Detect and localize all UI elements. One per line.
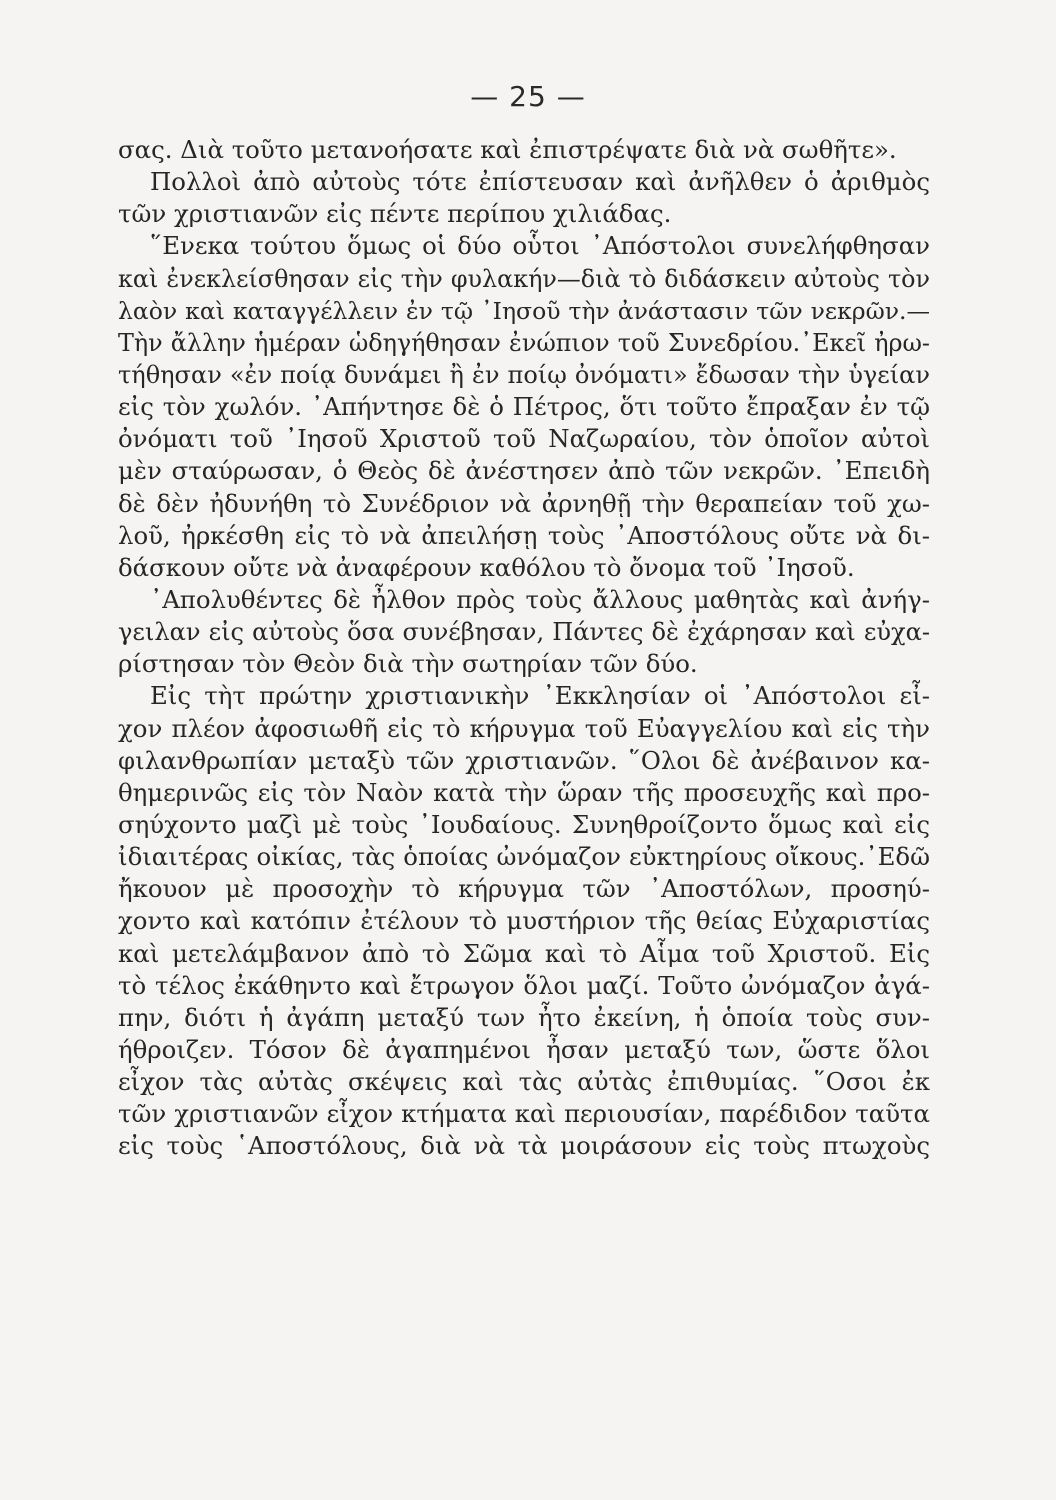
- text-line: λοῦ, ἠρκέσθη εἰς τὸ νὰ ἀπειλήσῃ τοὺς ᾿Αποστόλους οὔτε νὰ δι-: [118, 520, 930, 550]
- text-line: γειλαν εἰς αὐτοὺς ὅσα συνέβησαν, Πάντες δὲ ἐχάρησαν καὶ εὐχα-: [118, 618, 930, 647]
- text-line: φιλανθρωπίαν μεταξὺ τῶν χριστιανῶν. ῞Ολοι δὲ ἀνέβαινον κα-: [118, 745, 930, 775]
- text-line: ἰδιαιτέρας οἰκίας, τὰς ὁποίας ὠνόμαζον εὐκτηρίους οἴκους.᾿Εδῶ: [118, 842, 930, 872]
- text-line: μὲν σταύρωσαν, ὁ Θεὸς δὲ ἀνέστησεν ἀπὸ τῶν νεκρῶν. ᾿Επειδὴ: [118, 456, 930, 486]
- text-line: τῶν χριστιανῶν εἰς πέντε περίπου χιλιάδας.: [118, 199, 672, 229]
- text-line: σηύχοντο μαζὶ μὲ τοὺς ᾿Ιουδαίους. Συνηθροίζοντο ὅμως καὶ εἰς: [118, 809, 930, 839]
- text-line: ᾿Απολυθέντες δὲ ἦλθον πρὸς τοὺς ἄλλους μαθητὰς καὶ ἀνήγ-: [150, 584, 930, 614]
- text-line: Πολλοὶ ἀπὸ αὐτοὺς τότε ἐπίστευσαν καὶ ἀνῆλθεν ὁ ἀριθμὸς: [150, 167, 930, 197]
- text-line: Εἰς τὴτ πρώτην χριστιανικὴν ᾿Εκκλησίαν οἱ ᾿Απόστολοι εἶ-: [150, 681, 930, 711]
- text-line: ήθροιζεν. Τόσον δὲ ἀγαπημένοι ἦσαν μεταξύ των, ὥστε ὅλοι: [118, 1034, 930, 1064]
- text-line: τῶν χριστιανῶν εἶχον κτήματα καὶ περιουσίαν, παρέδιδον ταῦτα: [118, 1099, 930, 1129]
- text-line: θημερινῶς εἰς τὸν Ναὸν κατὰ τὴν ὥραν τῆς προσευχῆς καὶ προ-: [118, 777, 930, 807]
- text-line: πην, διότι ἡ ἀγάπη μεταξύ των ἦτο ἐκείνη, ἡ ὁποία τοὺς συν-: [118, 1002, 930, 1032]
- text-line: Τὴν ἄλλην ἡμέραν ὡδηγήθησαν ἐνώπιον τοῦ Συνεδρίου.᾿Εκεῖ ἠρω-: [118, 328, 930, 357]
- text-line: χοντο καὶ κατόπιν ἐτέλουν τὸ μυστήριον τῆς θείας Εὐχαριστίας: [118, 906, 930, 936]
- text-line: λαὸν καὶ καταγγέλλειν ἐν τῷ ᾿Ιησοῦ τὴν ἀνάστασιν τῶν νεκρῶν.—: [118, 296, 930, 325]
- text-line: τὸ τέλος ἐκάθηντο καὶ ἔτρωγον ὅλοι μαζί. Τοῦτο ὠνόμαζον ἀγά-: [118, 970, 930, 1000]
- text-line: ἤκουον μὲ προσοχὴν τὸ κήρυγμα τῶν ᾿Αποστόλων, προσηύ-: [118, 874, 930, 904]
- text-line: ρίστησαν τὸν Θεὸν διὰ τὴν σωτηρίαν τῶν δύο.: [118, 649, 698, 679]
- text-line: καὶ ἐνεκλείσθησαν εἰς τὴν φυλακήν—διὰ τὸ διδάσκειν αὐτοὺς τὸν: [118, 264, 930, 293]
- text-line: εἰς τὸν χωλόν. ᾿Απήντησε δὲ ὁ Πέτρος, ὅτι τοῦτο ἔπραξαν ἐν τῷ: [118, 392, 930, 422]
- text-line: σας. Διὰ τοῦτο μετανοήσατε καὶ ἐπιστρέψατε διὰ νὰ σωθῆτε».: [118, 135, 897, 164]
- text-line: καὶ μετελάμβανον ἀπὸ τὸ Σῶμα καὶ τὸ Αἷμα τοῦ Χριστοῦ. Εἰς: [118, 938, 930, 968]
- text-line: τήθησαν «ἐν ποίᾳ δυνάμει ἢ ἐν ποίῳ ὀνόματι» ἔδωσαν τὴν ὑγείαν: [118, 360, 930, 389]
- body-text: [118, 134, 930, 1163]
- text-line: εἰς τοὺς ῾Αποστόλους, διὰ νὰ τὰ μοιράσουν εἰς τοὺς πτωχοὺς: [118, 1131, 930, 1161]
- page-number: — 25 —: [470, 80, 586, 113]
- text-line: δὲ δὲν ἠδυνήθη τὸ Συνέδριον νὰ ἀρνηθῇ τὴν θεραπείαν τοῦ χω-: [118, 488, 930, 518]
- text-line: δάσκουν οὔτε νὰ ἀναφέρουν καθόλου τὸ ὄνομα τοῦ ᾿Ιησοῦ.: [118, 552, 855, 582]
- text-line: εἶχον τὰς αὐτὰς σκέψεις καὶ τὰς αὐτὰς ἐπιθυμίας. ῞Οσοι ἐκ: [118, 1067, 930, 1097]
- text-line: χον πλέον ἀφοσιωθῆ εἰς τὸ κήρυγμα τοῦ Εὐαγγελίου καὶ εἰς τὴν: [118, 713, 930, 743]
- text-line: ῞Ενεκα τούτου ὅμως οἱ δύο οὗτοι ᾿Απόστολοι συνελήφθησαν: [150, 231, 930, 261]
- text-line: ὀνόματι τοῦ ᾿Ιησοῦ Χριστοῦ τοῦ Ναζωραίου, τὸν ὁποῖον αὐτοὶ: [118, 424, 930, 454]
